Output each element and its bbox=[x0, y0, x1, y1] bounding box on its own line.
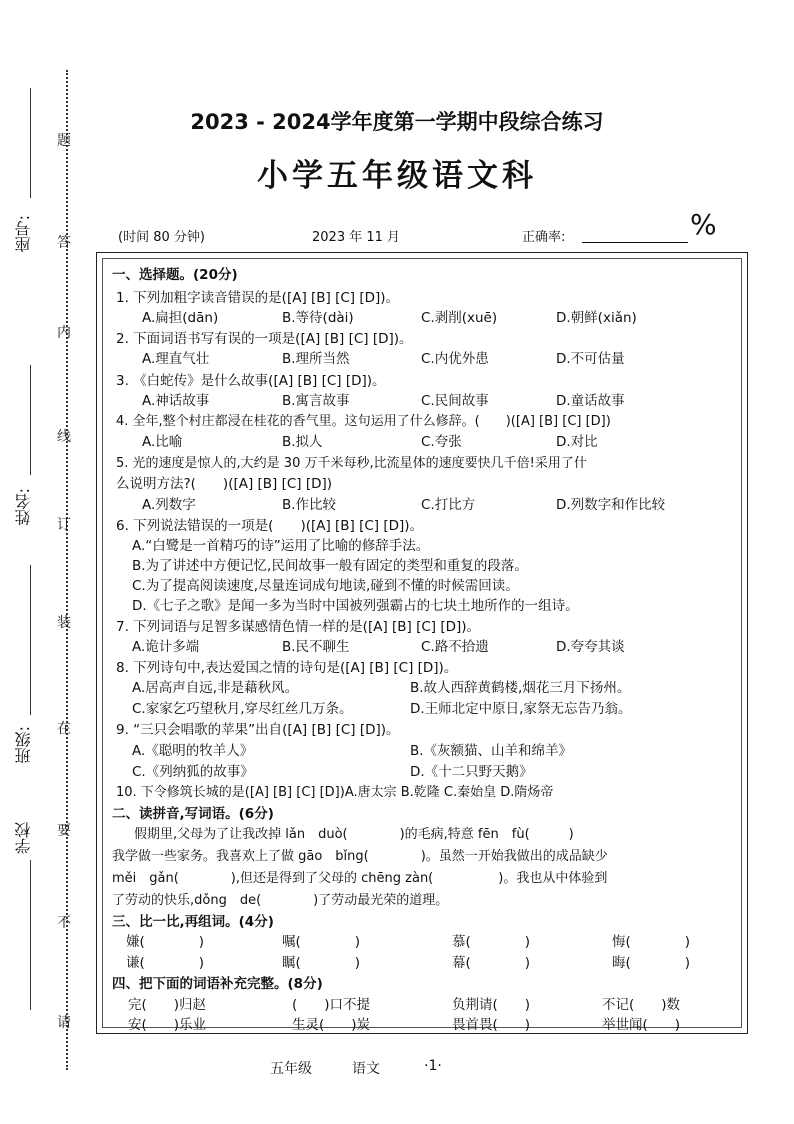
school-line[interactable] bbox=[30, 860, 31, 1010]
option[interactable]: C.为了提高阅读速度,尽量连词成句地读,碰到不懂的时候需回读。 bbox=[132, 578, 519, 594]
binding-char: 订 bbox=[57, 517, 71, 533]
question-stem: 1. 下列加粗字读音错误的是([A] [B] [C] [D])。 bbox=[116, 290, 400, 306]
idiom-blank[interactable]: 安( )乐业 bbox=[128, 1017, 207, 1033]
section-heading: 三、比一比,再组词。(4分) bbox=[112, 914, 274, 930]
question-stem: 3. 《白蛇传》是什么故事([A] [B] [C] [D])。 bbox=[116, 373, 386, 389]
seat-number-label: 座号: bbox=[14, 215, 33, 253]
binding-char: 题 bbox=[57, 133, 71, 149]
binding-char: 内 bbox=[57, 325, 71, 341]
binding-char: 在 bbox=[57, 721, 71, 737]
question-stem: 6. 下列说法错误的一项是( )([A] [B] [C] [D])。 bbox=[116, 518, 424, 534]
footer-grade: 五年级 bbox=[270, 1061, 312, 1077]
word-blank[interactable]: 谦( ) bbox=[126, 955, 205, 971]
idiom-blank[interactable]: 负荆请( ) bbox=[452, 997, 531, 1013]
option[interactable]: C.内优外患 bbox=[421, 351, 489, 367]
option[interactable]: B.《灰额猫、山羊和绵羊》 bbox=[410, 743, 573, 759]
option[interactable]: A.诡计多端 bbox=[132, 639, 200, 655]
option[interactable]: A.神话故事 bbox=[142, 393, 210, 409]
word-blank[interactable]: 嫌( ) bbox=[126, 934, 205, 950]
class-line[interactable] bbox=[30, 565, 31, 715]
section-heading: 一、选择题。(20分) bbox=[112, 267, 238, 283]
option[interactable]: D.童话故事 bbox=[556, 393, 625, 409]
accuracy-blank[interactable] bbox=[582, 242, 688, 243]
option[interactable]: A.扁担(dān) bbox=[142, 310, 219, 326]
exam-time: (时间 80 分钟) bbox=[118, 230, 205, 245]
option[interactable]: B.作比较 bbox=[282, 497, 337, 513]
question-stem: 9. “三只会唱歌的苹果”出自([A] [B] [C] [D])。 bbox=[116, 722, 400, 738]
option[interactable]: D.列数字和作比较 bbox=[556, 497, 666, 513]
paragraph-line[interactable]: 我学做一些家务。我喜欢上了做 gāo bǐng( )。虽然一开始我做出的成品缺少 bbox=[112, 849, 608, 864]
question-stem: 么说明方法?( )([A] [B] [C] [D]) bbox=[116, 476, 333, 492]
accuracy-label: 正确率: bbox=[522, 230, 566, 245]
name-label: 姓名: bbox=[14, 488, 33, 526]
option[interactable]: D.不可估量 bbox=[556, 351, 625, 367]
idiom-blank[interactable]: ( )口不提 bbox=[292, 997, 371, 1013]
option[interactable]: A.居高声自远,非是藉秋风。 bbox=[132, 680, 299, 696]
option[interactable]: D.夸夸其谈 bbox=[556, 639, 625, 655]
option[interactable]: A.“白鹭是一首精巧的诗”运用了比喻的修辞手法。 bbox=[132, 538, 430, 554]
exam-subtitle: 小学五年级语文科 bbox=[257, 158, 537, 194]
option[interactable]: B.民不聊生 bbox=[282, 639, 350, 655]
question-stem: 2. 下面词语书写有误的一项是([A] [B] [C] [D])。 bbox=[116, 331, 413, 347]
class-label: 班级: bbox=[14, 726, 33, 764]
question-stem: 4. 全年,整个村庄都浸在桂花的香气里。这句运用了什么修辞。( )([A] [B] [C] [D]) bbox=[116, 414, 611, 429]
option[interactable]: B.理所当然 bbox=[282, 351, 350, 367]
idiom-blank[interactable]: 生灵( )炭 bbox=[292, 1017, 371, 1033]
question-stem: 7. 下列词语与足智多谋感情色情一样的是([A] [B] [C] [D])。 bbox=[116, 619, 481, 635]
section-heading: 二、读拼音,写词语。(6分) bbox=[112, 806, 274, 822]
footer-subject: 语文 bbox=[352, 1061, 380, 1077]
word-blank[interactable]: 晦( ) bbox=[612, 955, 691, 971]
option[interactable]: C.路不拾遗 bbox=[421, 639, 489, 655]
idiom-blank[interactable]: 完( )归赵 bbox=[128, 997, 207, 1013]
paragraph-line[interactable]: 假期里,父母为了让我改掉 lǎn duò( )的毛病,特意 fēn fù( ) bbox=[134, 827, 574, 842]
option[interactable]: D.《七子之歌》是闻一多为当时中国被列强霸占的七块土地所作的一组诗。 bbox=[132, 598, 579, 614]
option[interactable]: D.《十二只野天鹅》 bbox=[410, 764, 533, 780]
option[interactable]: C.剥削(xuē) bbox=[421, 310, 498, 326]
option[interactable]: A.比喻 bbox=[142, 434, 183, 450]
option[interactable]: B.等待(dài) bbox=[282, 310, 354, 326]
option[interactable]: A.列数字 bbox=[142, 497, 196, 513]
exam-title: 2023 - 2024学年度第一学期中段综合练习 bbox=[190, 110, 604, 134]
binding-char: 装 bbox=[57, 615, 71, 631]
option[interactable]: B.拟人 bbox=[282, 434, 323, 450]
paragraph-line[interactable]: měi gǎn( ),但还是得到了父母的 chēng zàn( )。我也从中体验到 bbox=[112, 871, 608, 886]
exam-date: 2023 年 11 月 bbox=[312, 230, 401, 245]
option[interactable]: D.朝鲜(xiǎn) bbox=[556, 310, 637, 326]
word-blank[interactable]: 瞩( ) bbox=[282, 955, 361, 971]
percent-sign: % bbox=[690, 208, 717, 241]
question-stem: 8. 下列诗句中,表达爱国之情的诗句是([A] [B] [C] [D])。 bbox=[116, 660, 458, 676]
option[interactable]: C.民间故事 bbox=[421, 393, 489, 409]
question-stem: 10. 下令修筑长城的是([A] [B] [C] [D])A.唐太宗 B.乾隆 C.秦始皇 D.隋炀帝 bbox=[116, 785, 554, 800]
name-line[interactable] bbox=[30, 365, 31, 475]
option[interactable]: D.对比 bbox=[556, 434, 598, 450]
binding-char: 请 bbox=[57, 1015, 71, 1031]
binding-char: 不 bbox=[57, 915, 71, 931]
word-blank[interactable]: 悔( ) bbox=[612, 934, 691, 950]
option[interactable]: B.故人西辞黄鹤楼,烟花三月下扬州。 bbox=[410, 680, 631, 696]
word-blank[interactable]: 嘱( ) bbox=[282, 934, 361, 950]
idiom-blank[interactable]: 不记( )数 bbox=[602, 997, 681, 1013]
paragraph-line[interactable]: 了劳动的快乐,dǒng de( )了劳动最光荣的道理。 bbox=[112, 893, 449, 908]
idiom-blank[interactable]: 畏首畏( ) bbox=[452, 1017, 531, 1033]
binding-char: 要 bbox=[57, 823, 71, 839]
page-number: ·1· bbox=[424, 1058, 442, 1074]
option[interactable]: B.为了讲述中方便记忆,民间故事一般有固定的类型和重复的段落。 bbox=[132, 558, 528, 574]
option[interactable]: D.王师北定中原日,家祭无忘告乃翁。 bbox=[410, 701, 632, 717]
section-heading: 四、把下面的词语补充完整。(8分) bbox=[112, 976, 323, 992]
word-blank[interactable]: 慕( ) bbox=[452, 934, 531, 950]
question-stem: 5. 光的速度是惊人的,大约是 30 万千米每秒,比流星体的速度要快几千倍!采用了什 bbox=[116, 456, 587, 471]
option[interactable]: A.理直气壮 bbox=[142, 351, 210, 367]
idiom-blank[interactable]: 举世闻( ) bbox=[602, 1017, 681, 1033]
option[interactable]: C.打比方 bbox=[421, 497, 476, 513]
option[interactable]: B.寓言故事 bbox=[282, 393, 350, 409]
option[interactable]: A.《聪明的牧羊人》 bbox=[132, 743, 254, 759]
option[interactable]: C.《列纳狐的故事》 bbox=[132, 764, 254, 780]
option[interactable]: C.夸张 bbox=[421, 434, 462, 450]
option[interactable]: C.家家乞巧望秋月,穿尽红丝几万条。 bbox=[132, 701, 353, 717]
school-label: 学校 bbox=[14, 822, 33, 854]
word-blank[interactable]: 幕( ) bbox=[452, 955, 531, 971]
binding-char: 答 bbox=[57, 235, 71, 251]
binding-char: 线 bbox=[57, 429, 71, 445]
